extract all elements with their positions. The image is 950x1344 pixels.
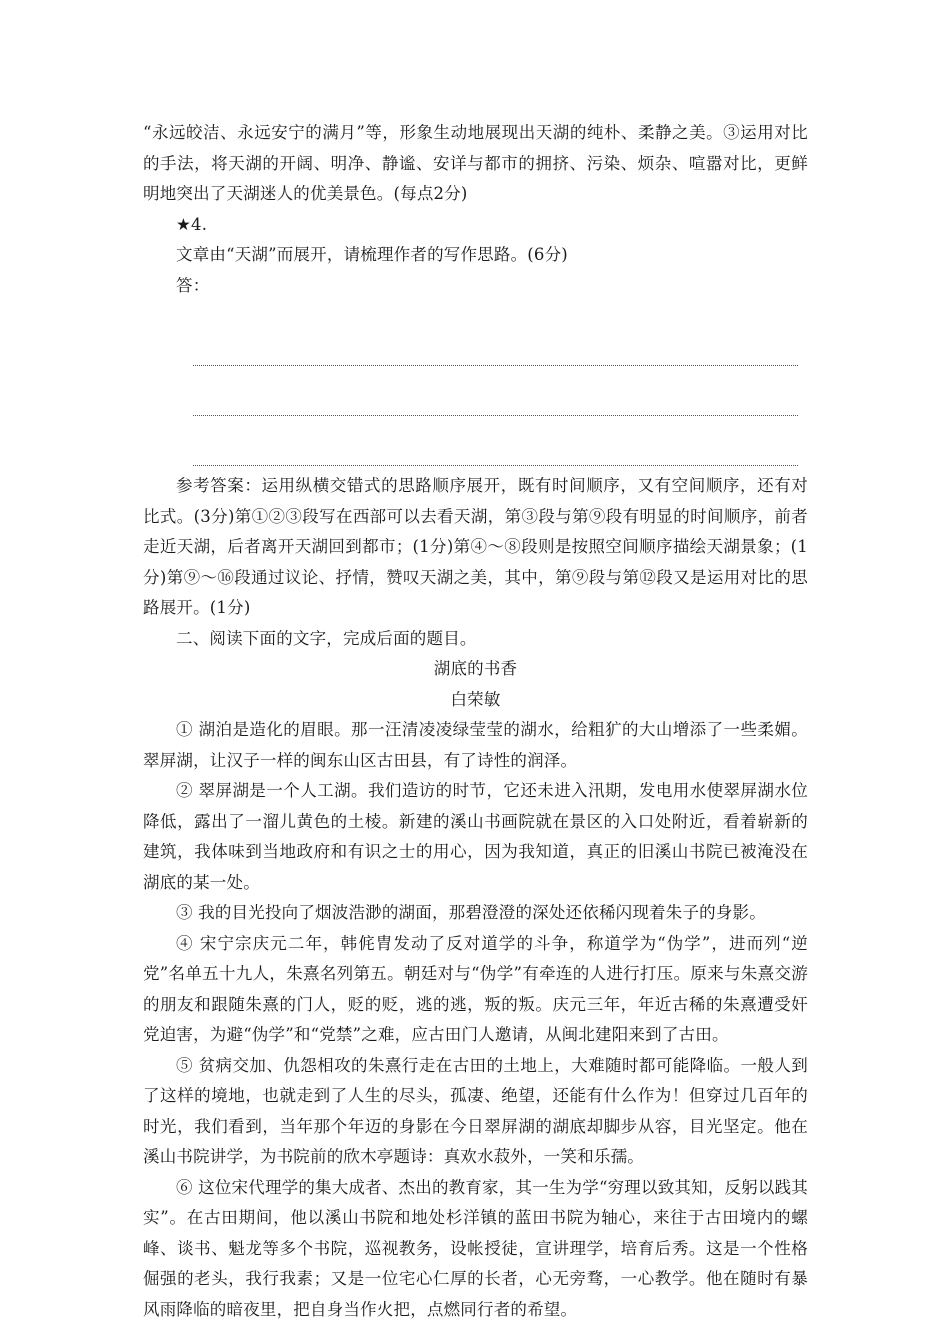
question-prompt: 文章由“天湖”而展开，请梳理作者的写作思路。(6分) [176,245,568,264]
article-paragraph: ⑥ 这位宋代理学的集大成者、杰出的教育家，其一生为学“穷理以致其知，反躬以践其实”。在古田期间，他以溪山书院和地处杉洋镇的蓝田书院为轴心，来往于古田境内的螺峰、谈书、魁龙等多个书院，巡视教务，设帐授徒，宣讲理学，培育后秀。这是一个性格倔强的老头，我行我素；又是一位宅心仁厚的长者，心无旁骛，一心教学。他在随时有暴风雨降临的暗夜里，把自身当作火把，点燃同行者的希望。 [143,1177,808,1319]
article-paragraph: ⑤ 贫病交加、仇怨相攻的朱熹行走在古田的土地上，大难随时都可能降临。一般人到了这样的境地，也就走到了人生的尽头，孤凄、绝望，还能有什么作为！但穿过几百年的时光，我们看到，当年那个年迈的身影在今日翠屏湖的湖底却脚步从容，目光坚定。他在溪山书院讲学，为书院前的欣木亭题诗：真欢水菽外，一笑和乐孺。 [143,1055,808,1166]
answer-label: 答： [176,275,210,295]
section-instruction: 二、阅读下面的文字，完成后面的题目。 [176,628,477,648]
previous-answer-text: “永远皎洁、永远安宁的满月”等，形象生动地展现出天湖的纯朴、柔静之美。③运用对比的手法，将天湖的开阔、明净、静谧、安详与都市的拥挤、污染、烦杂、喧嚣对比，更鲜明地突出了天湖迷人的优美景色。(每点2分) [143,123,808,203]
answer-lines [193,321,798,466]
article-paragraph: ④ 宋宁宗庆元二年，韩侂胄发动了反对道学的斗争，称道学为“伪学”，进而列“逆党”名单五十九人，朱熹名列第五。朝廷对与“伪学”有牵连的人进行打压。原来与朱熹交游的朋友和跟随朱熹的门人，贬的贬，逃的逃，叛的叛。庆元三年，年近古稀的朱熹遭受奸党迫害，为避“伪学”和“党禁”之难，应古田门人邀请，从闽北建阳来到了古田。 [143,933,808,1044]
document-page [143,118,808,1325]
answer-line [193,371,798,416]
article-paragraph: ① 湖泊是造化的眉眼。那一汪清凌凌绿莹莹的湖水，给粗犷的大山增添了一些柔媚。翠屏湖，让汉子一样的闽东山区古田县，有了诗性的润泽。 [143,720,808,770]
article-author: 白荣敏 [450,689,501,709]
article-paragraph: ③ 我的目光投向了烟波浩渺的湖面，那碧澄澄的深处还依稀闪现着朱子的身影。 [176,903,766,922]
answer-line [193,421,798,466]
question-number: ★4. [176,214,208,234]
article-paragraph: ② 翠屏湖是一个人工湖。我们造访的时节，它还未进入汛期，发电用水使翠屏湖水位降低，露出了一溜儿黄色的土棱。新建的溪山书画院就在景区的入口处附近，看着崭新的建筑，我体味到当地政府和有识之士的用心，因为我知道，真正的旧溪山书院已被淹没在湖底的某一处。 [143,781,808,892]
reference-answer: 参考答案：运用纵横交错式的思路顺序展开，既有时间顺序，又有空间顺序，还有对比式。(3分)第①②③段写在西部可以去看天湖，第③段与第⑨段有明显的时间顺序，前者走近天湖，后者离开天湖回到都市；(1分)第④～⑧段则是按照空间顺序描绘天湖景象；(1分)第⑨～⑯段通过议论、抒情，赞叹天湖之美，其中，第⑨段与第⑫段又是运用对比的思路展开。(1分) [143,476,808,617]
article-title: 湖底的书香 [433,659,518,678]
answer-line [193,321,798,366]
